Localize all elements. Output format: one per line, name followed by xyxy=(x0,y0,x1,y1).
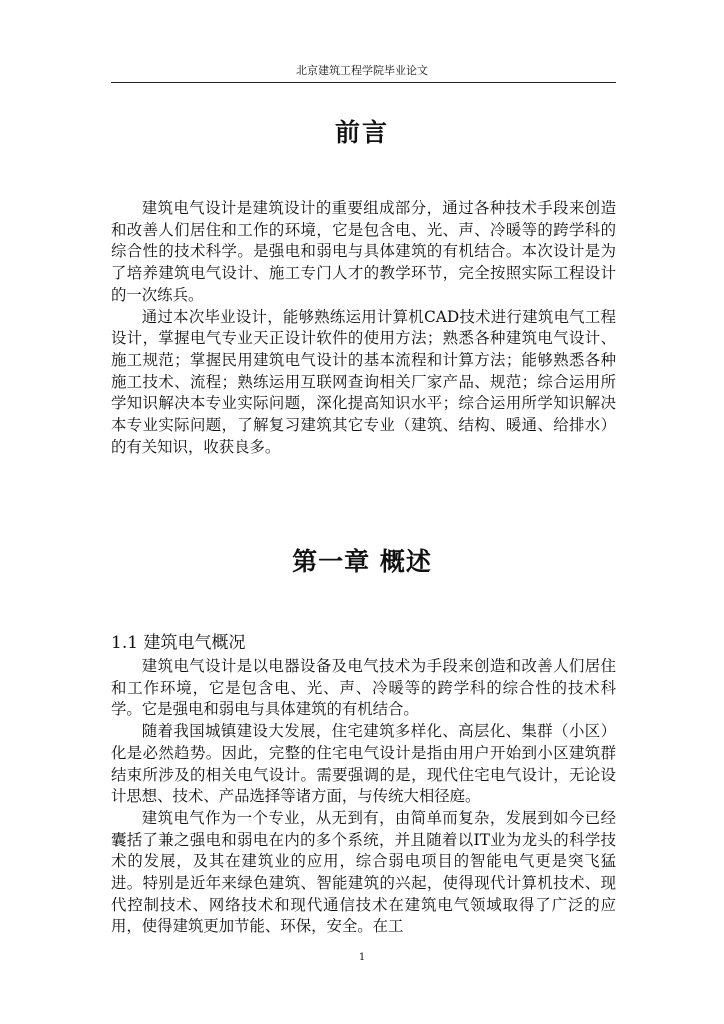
header-rule xyxy=(111,82,616,83)
preface-body xyxy=(111,198,616,458)
preface-paragraph: 建筑电气设计是建筑设计的重要组成部分，通过各种技术手段来创造和改善人们居住和工作的环境，它是包含电、光、声、冷暖等的跨学科的综合性的技术科学。是强电和弱电与具体建筑的有机结合。本次设计是为了培养建筑电气设计、施工专门人才的教学环节，完全按照实际工程设计的一次练兵。 xyxy=(111,199,616,304)
chapter-title: 第一章 概述 xyxy=(292,547,432,576)
section-paragraph: 建筑电气设计是以电器设备及电气技术为手段来创造和改善人们居住和工作环境，它是包含电、光、声、冷暖等的跨学科的综合性的技术科学。它是强电和弱电与具体建筑的有机结合。 xyxy=(111,657,616,719)
running-header: 北京建筑工程学院毕业论文 xyxy=(296,64,428,77)
preface-title: 前言 xyxy=(334,118,389,147)
section-paragraph: 建筑电气作为一个专业，从无到有，由简单而复杂，发展到如今已经囊括了兼之强电和弱电在内的多个系统，并且随着以IT业为龙头的科学技术的发展，及其在建筑业的应用，综合弱电项目的智能电气更是突飞猛进。特别是近年来绿色建筑、智能建筑的兴起，使得现代计算机技术、现代控制技术、网络技术和现代通信技术在建筑电气领域取得了广泛的应用，使得建筑更加节能、环保，安全。在工 xyxy=(111,808,616,936)
section-paragraph: 随着我国城镇建设大发展，住宅建筑多样化、高层化、集群（小区）化是必然趋势。因此，完整的住宅电气设计是指由用户开始到小区建筑群结束所涉及的相关电气设计。需要强调的是，现代住宅电气设计，无论设计思想、技术、产品选择等诸方面，与传统大相径庭。 xyxy=(111,722,616,806)
section-title: 1.1 建筑电气概况 xyxy=(111,633,246,653)
section-body xyxy=(111,656,616,938)
preface-paragraph: 通过本次毕业设计，能够熟练运用计算机CAD技术进行建筑电气工程设计，掌握电气专业天正设计软件的使用方法；熟悉各种建筑电气设计、施工规范；掌握民用建筑电气设计的基本流程和计算方法；能够熟悉各种施工技术、流程；熟练运用互联网查询相关厂家产品、规范；综合运用所学知识解决本专业实际问题，深化提高知识水平；综合运用所学知识解决本专业实际问题，了解复习建筑其它专业（建筑、结构、暖通、给排水）的有关知识，收获良多。 xyxy=(111,307,616,456)
page-number: 1 xyxy=(358,952,366,963)
